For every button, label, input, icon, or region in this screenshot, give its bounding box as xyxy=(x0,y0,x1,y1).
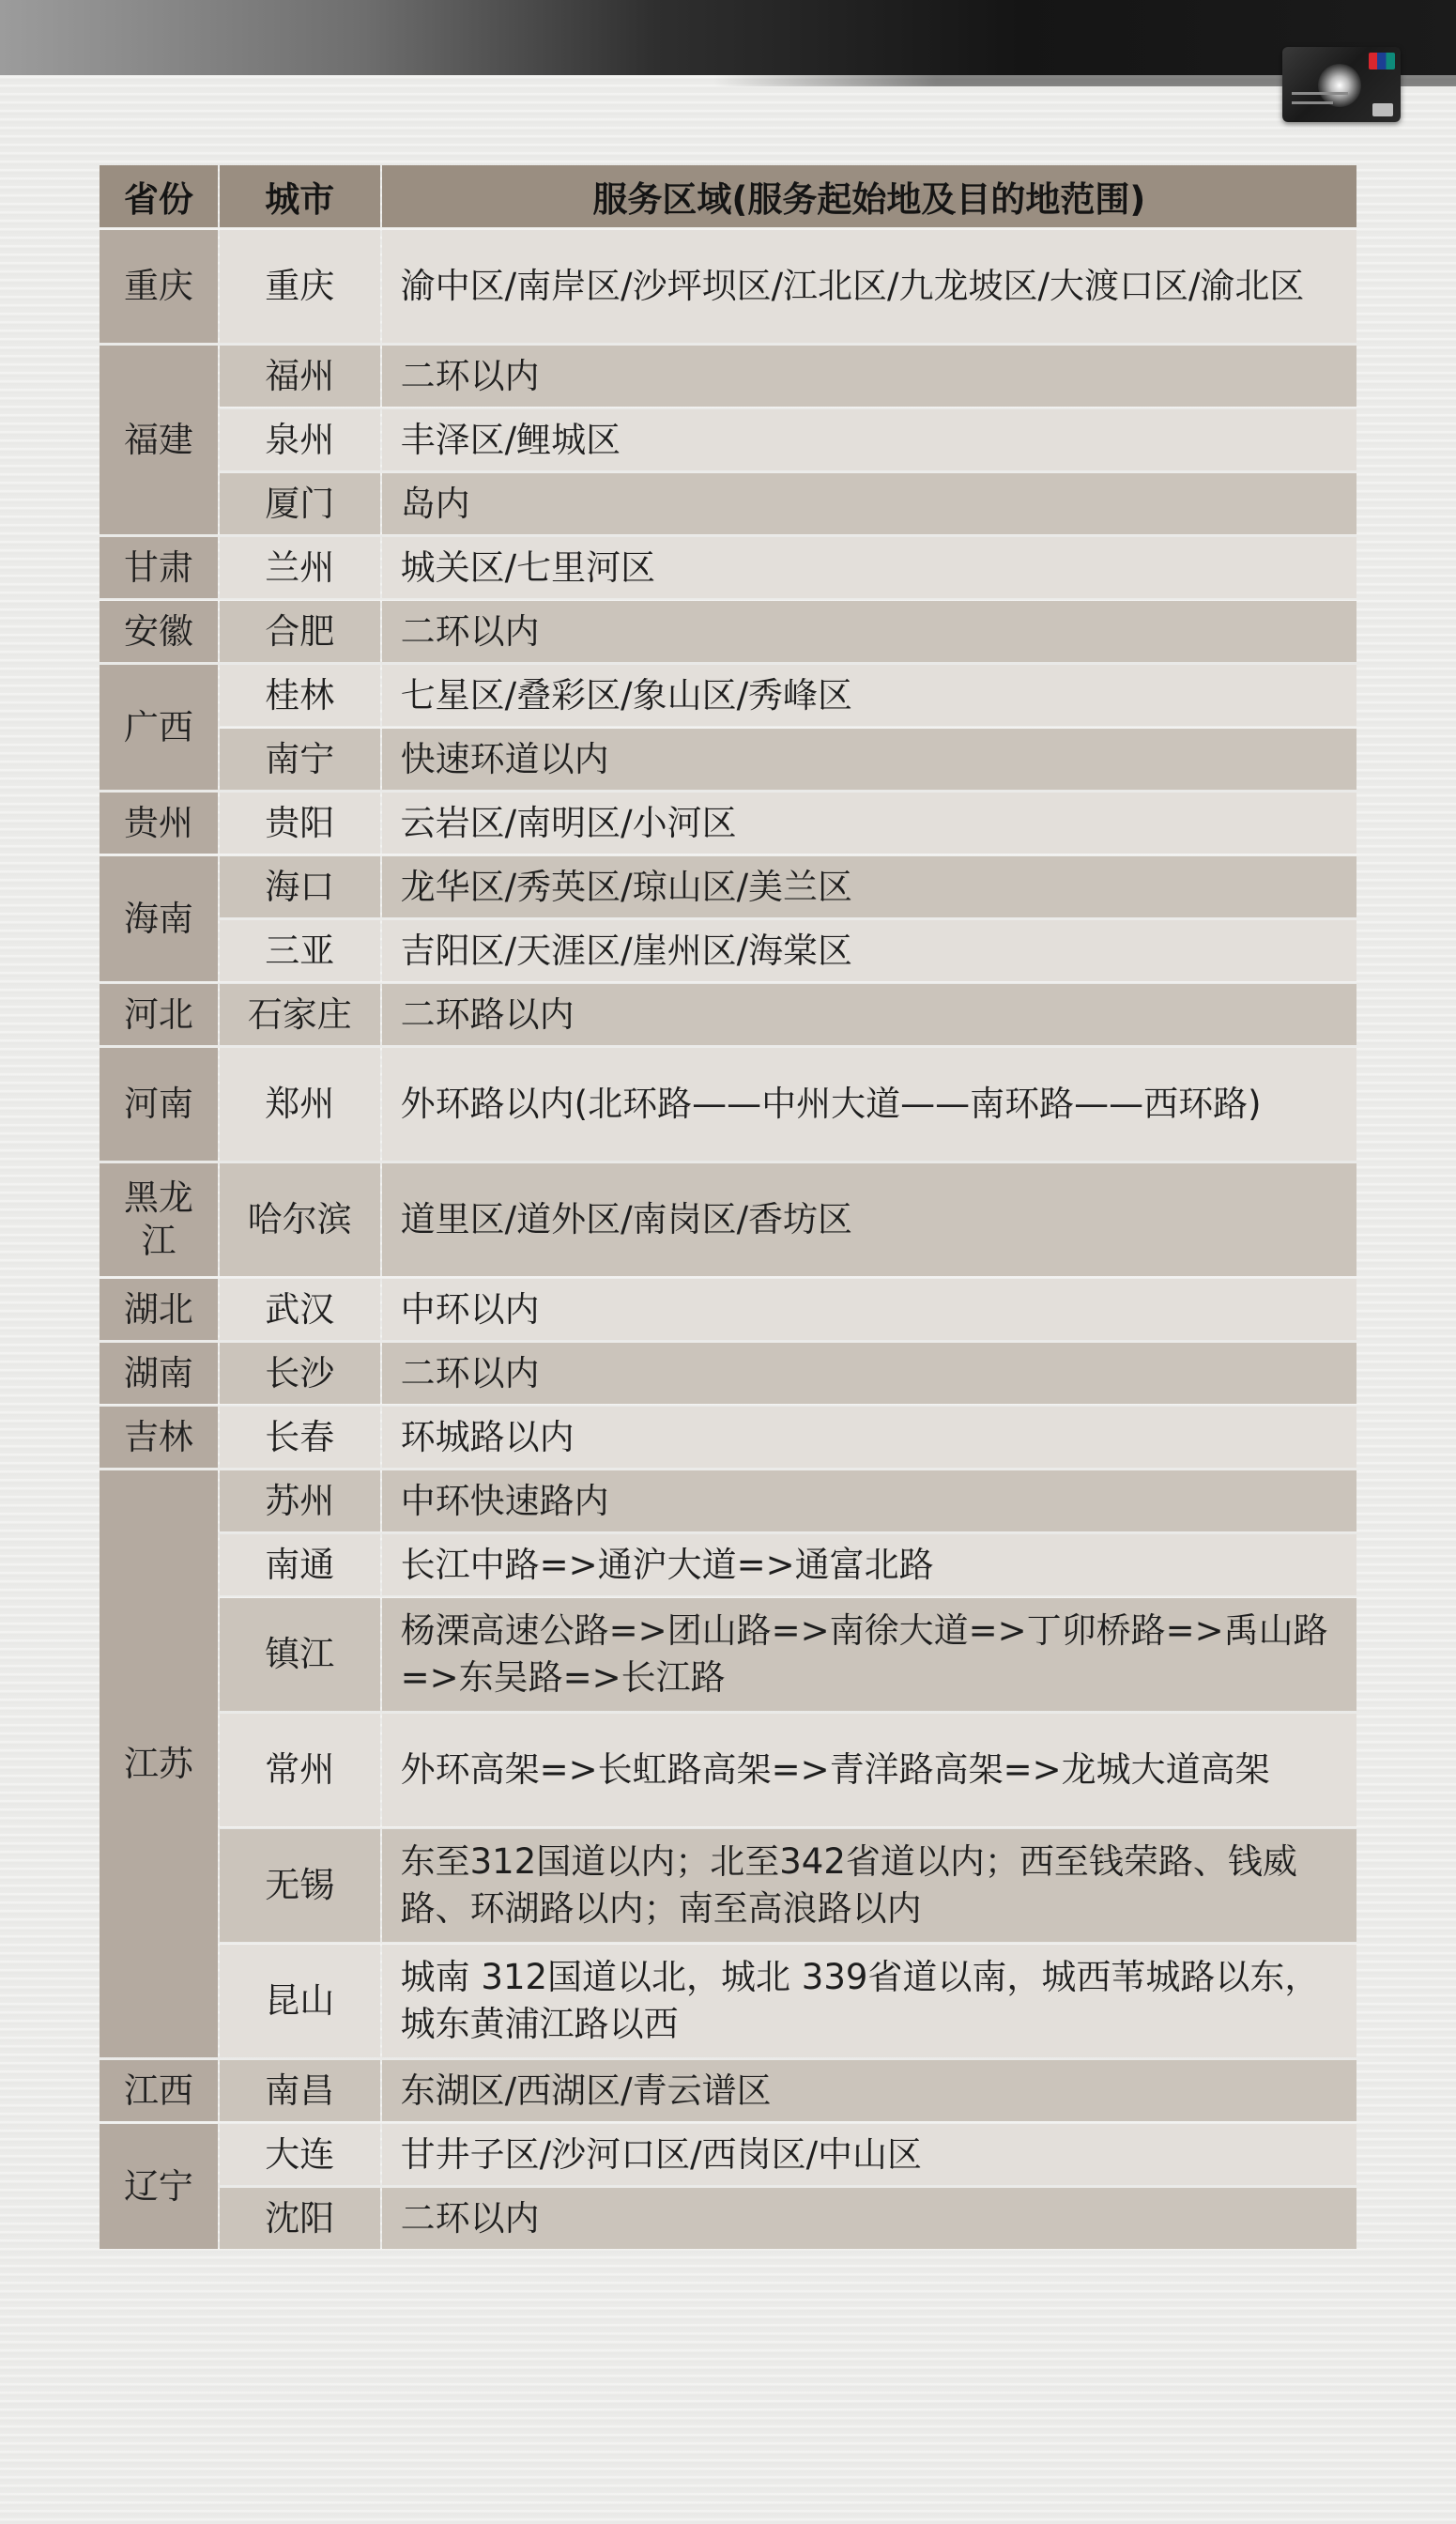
table-row xyxy=(100,2060,1356,2121)
service-area-cell: 二环以内 xyxy=(382,1343,1356,1404)
bank-card-image xyxy=(1282,47,1401,122)
service-area-cell: 道里区/道外区/南岗区/香坊区 xyxy=(382,1163,1356,1276)
province-cell: 江西 xyxy=(100,2060,218,2121)
table-row xyxy=(100,230,1356,343)
table-row xyxy=(100,665,1356,726)
service-area-cell: 云岩区/南明区/小河区 xyxy=(382,793,1356,854)
city-cell: 合肥 xyxy=(220,601,380,662)
city-cell: 苏州 xyxy=(220,1470,380,1531)
header-city: 城市 xyxy=(220,165,380,227)
city-cell: 无锡 xyxy=(220,1829,380,1942)
service-area-cell: 渝中区/南岸区/沙坪坝区/江北区/九龙坡区/大渡口区/渝北区 xyxy=(382,230,1356,343)
table-row xyxy=(100,1714,1356,1826)
city-cell: 镇江 xyxy=(220,1598,380,1711)
service-area-cell: 岛内 xyxy=(382,473,1356,534)
province-cell: 广西 xyxy=(100,665,218,790)
city-cell: 南宁 xyxy=(220,729,380,790)
city-cell: 武汉 xyxy=(220,1279,380,1340)
service-area-cell: 吉阳区/天涯区/崖州区/海棠区 xyxy=(382,920,1356,981)
table-row xyxy=(100,793,1356,854)
table-row xyxy=(100,984,1356,1045)
province-cell: 海南 xyxy=(100,856,218,981)
table-row xyxy=(100,1163,1356,1276)
city-cell: 三亚 xyxy=(220,920,380,981)
table-row xyxy=(100,1534,1356,1595)
province-cell: 湖北 xyxy=(100,1279,218,1340)
service-area-cell: 东湖区/西湖区/青云谱区 xyxy=(382,2060,1356,2121)
card-text-line xyxy=(1292,101,1333,104)
service-area-cell: 丰泽区/鲤城区 xyxy=(382,409,1356,470)
city-cell: 泉州 xyxy=(220,409,380,470)
province-cell: 河南 xyxy=(100,1048,218,1161)
city-cell: 哈尔滨 xyxy=(220,1163,380,1276)
service-area-cell: 中环以内 xyxy=(382,1279,1356,1340)
table-row xyxy=(100,346,1356,407)
table-row xyxy=(100,409,1356,470)
city-cell: 大连 xyxy=(220,2124,380,2185)
city-cell: 海口 xyxy=(220,856,380,917)
table-row xyxy=(100,1407,1356,1468)
province-cell: 辽宁 xyxy=(100,2124,218,2249)
service-area-cell: 二环以内 xyxy=(382,2188,1356,2249)
header-service-area: 服务区域(服务起始地及目的地范围) xyxy=(382,165,1356,227)
table-row xyxy=(100,1279,1356,1340)
city-cell: 长春 xyxy=(220,1407,380,1468)
card-text-line xyxy=(1292,92,1348,95)
city-cell: 沈阳 xyxy=(220,2188,380,2249)
service-area-cell: 二环以内 xyxy=(382,346,1356,407)
province-cell: 贵州 xyxy=(100,793,218,854)
header-banner xyxy=(0,0,1456,75)
province-cell: 江苏 xyxy=(100,1470,218,2057)
province-cell: 湖南 xyxy=(100,1343,218,1404)
unionpay-logo-icon xyxy=(1369,53,1395,69)
table-row xyxy=(100,1048,1356,1161)
city-cell: 昆山 xyxy=(220,1945,380,2057)
table-header-row xyxy=(100,165,1356,227)
service-area-cell: 七星区/叠彩区/象山区/秀峰区 xyxy=(382,665,1356,726)
service-area-cell: 长江中路=>通沪大道=>通富北路 xyxy=(382,1534,1356,1595)
table-row xyxy=(100,920,1356,981)
city-cell: 福州 xyxy=(220,346,380,407)
city-cell: 重庆 xyxy=(220,230,380,343)
service-area-cell: 龙华区/秀英区/琼山区/美兰区 xyxy=(382,856,1356,917)
table-row xyxy=(100,537,1356,598)
service-area-cell: 中环快速路内 xyxy=(382,1470,1356,1531)
service-area-cell: 外环高架=>长虹路高架=>青洋路高架=>龙城大道高架 xyxy=(382,1714,1356,1826)
service-area-cell: 二环以内 xyxy=(382,601,1356,662)
table-row xyxy=(100,2124,1356,2185)
service-area-cell: 城关区/七里河区 xyxy=(382,537,1356,598)
province-cell: 重庆 xyxy=(100,230,218,343)
province-cell: 甘肃 xyxy=(100,537,218,598)
service-area-cell: 城南 312国道以北，城北 339省道以南，城西苇城路以东，城东黄浦江路以西 xyxy=(382,1945,1356,2057)
province-cell: 福建 xyxy=(100,346,218,534)
city-cell: 贵阳 xyxy=(220,793,380,854)
service-area-cell: 杨溧高速公路=>团山路=>南徐大道=>丁卯桥路=>禹山路=>东吴路=>长江路 xyxy=(382,1598,1356,1711)
city-cell: 厦门 xyxy=(220,473,380,534)
table-row xyxy=(100,601,1356,662)
service-area-table xyxy=(98,162,1358,2252)
table-row xyxy=(100,1598,1356,1711)
table-row xyxy=(100,2188,1356,2249)
service-area-cell: 二环路以内 xyxy=(382,984,1356,1045)
service-area-cell: 甘井子区/沙河口区/西岗区/中山区 xyxy=(382,2124,1356,2185)
service-area-cell: 环城路以内 xyxy=(382,1407,1356,1468)
table-row xyxy=(100,729,1356,790)
city-cell: 南通 xyxy=(220,1534,380,1595)
city-cell: 桂林 xyxy=(220,665,380,726)
header-province: 省份 xyxy=(100,165,218,227)
city-cell: 兰州 xyxy=(220,537,380,598)
city-cell: 常州 xyxy=(220,1714,380,1826)
city-cell: 长沙 xyxy=(220,1343,380,1404)
province-cell: 吉林 xyxy=(100,1407,218,1468)
table-row xyxy=(100,856,1356,917)
province-cell: 安徽 xyxy=(100,601,218,662)
table-row xyxy=(100,1470,1356,1531)
table-row xyxy=(100,1945,1356,2057)
province-cell: 河北 xyxy=(100,984,218,1045)
table-row xyxy=(100,1343,1356,1404)
table-row xyxy=(100,1829,1356,1942)
city-cell: 郑州 xyxy=(220,1048,380,1161)
table-body xyxy=(100,230,1356,2249)
province-cell: 黑龙江 xyxy=(100,1163,218,1276)
city-cell: 南昌 xyxy=(220,2060,380,2121)
table-row xyxy=(100,473,1356,534)
service-area-cell: 东至312国道以内；北至342省道以内；西至钱荣路、钱威路、环湖路以内；南至高浪路以内 xyxy=(382,1829,1356,1942)
service-area-cell: 快速环道以内 xyxy=(382,729,1356,790)
city-cell: 石家庄 xyxy=(220,984,380,1045)
service-area-cell: 外环路以内(北环路——中州大道——南环路——西环路) xyxy=(382,1048,1356,1161)
card-chip-icon xyxy=(1372,103,1393,116)
